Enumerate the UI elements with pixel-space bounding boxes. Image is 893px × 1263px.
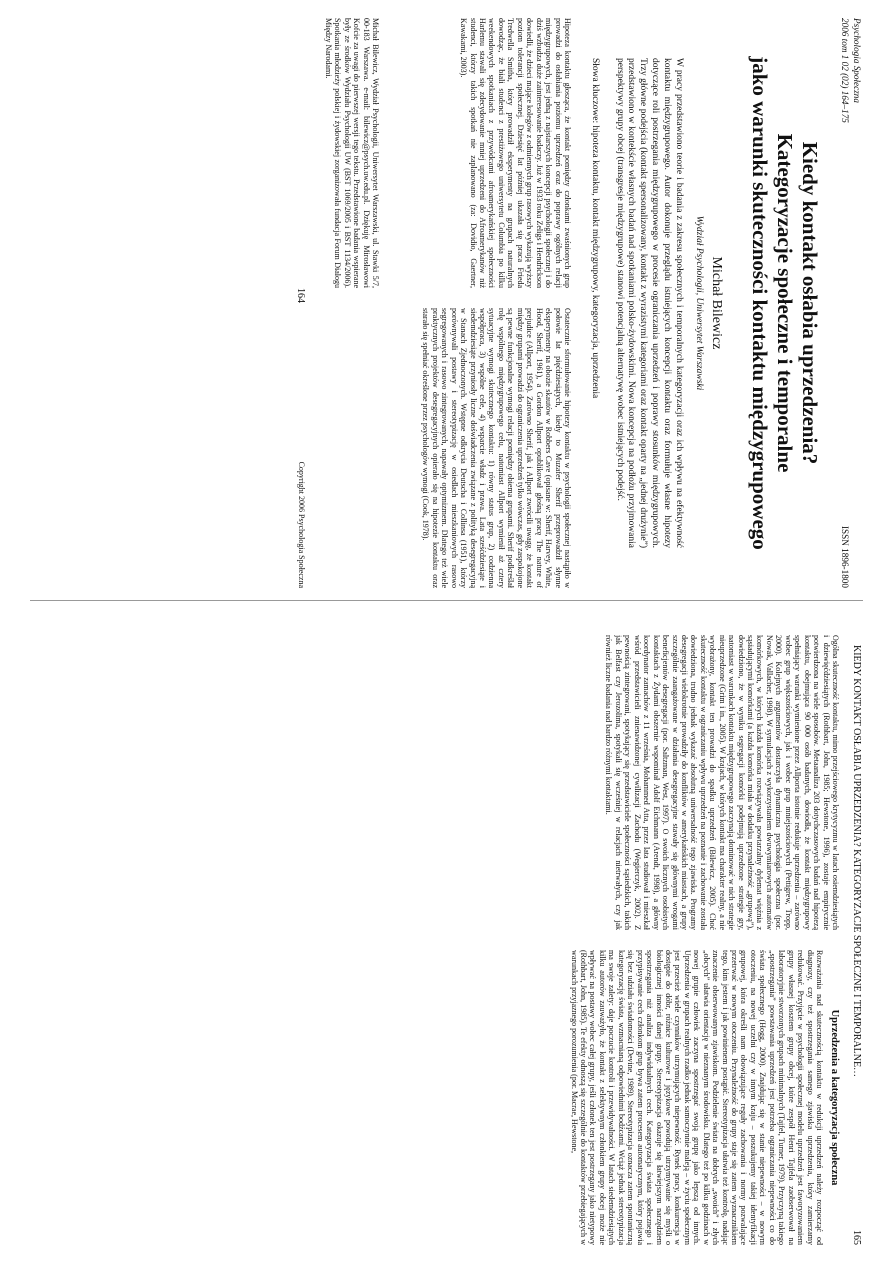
page-number-left: 164 — [295, 288, 306, 303]
running-head: KIEDY KONTAKT OSŁABIA UPRZEDZENIA? KATEGORYZACJE SPOŁECZNE I TEMPORALNE… — [851, 645, 862, 1078]
right-page — [32, 635, 862, 1245]
article-title — [746, 18, 822, 588]
body-column-2: Ostatecznie sformułowanie hipotezy kontaktu w psychologii społecznej nastąpiło w połowie lat pięćdziesiątych, kiedy to Muzafer Sherif przeprowadził słynne eksperymenty na obozie skautów w Robbers Cave (opisane w: Sherif, Harvey, White, Hood, Sherif, 1961), a Gordon Allport opublikował głośną pracę The nature of prejudice (Allport, 1954). Zarówno Sherif, jak i Allport zwrócili uwagę, że kontakt między grupami prowadzi do ograniczenia uprzedzeń tylko wówczas, gdy zaspokojone są pewne funkcjonalne wymogi relacji pomiędzy obiema grupami. Sherif podkreślał rolę wspólnego międzygrupowego celu, natomiast Allport wymienił aż cztery sytuacyjne wymogi skutecznego kontaktu: 1) równy status grup, 2) codzienna współpraca, 3) wspólne cele, 4) wsparcie władz i prawa. Lata sześćdziesiąte i siedemdziesiąte przyniosły liczne doświadczenia związane z polityką desegregacyjną w Stanach Zjednoczonych. Wstępne odkrycia Deutscha i Collinsa (1951), którzy porównywali postawy i stereotypizację w osiedlach mieszkaniowych rasowo segregowanych i rasowo zintegrowanych, napawały optymizmem. Dlatego też wiele praktycznych projektów desegregacyjnych opierało się na hipotezie kontaktu oraz starało się spełniać określone przez psychologów wymogi (Cook, 1978). — [421, 308, 572, 588]
journal-name: Psychologia Społeczna — [852, 18, 862, 103]
title-line-3: jako warunki skuteczności kontaktu międzygrupowego — [747, 56, 772, 550]
author-footnote: Michał Bilewicz, Wydział Psychologii, Uniwersytet Warszawski, ul. Stawki 5/7, 00-183 Warszawa. e-mail: bilewicz@psych.uw.edu.pl. Dziękuję Mirosławowi Kofcie za uwagi do pierwszej wersji tego tekstu. Przedstawione badania wspierane były ze środków Wydziału Psychologii UW (BST 1069/2005 i BST 1134/2006). Spotkania młodzieży polskiej i żydowskiej zorganizowała fundacja Forum Dialogu Między Narodami. — [323, 18, 380, 288]
author-name: Michał Bilewicz — [709, 256, 724, 350]
left-page — [32, 18, 862, 588]
page-number-right: 165 — [851, 1230, 862, 1245]
right-body-column-2: Rozważania nad skutecznością kontaktu w redukcji uprzedzeń należy rozpocząć od diagnozy, czy też spostrzegania samego zjawiska uprzedzenia, który zamierzamy redukować. Przyjęcie w psychologii społecznej modelu uprzedzeń jest faworyzowaniem grupy własnej kosztem grupy obcej, które zespół Henri Tajfela zaobserwował na laboratoryjnie stworzonych grupach minimalnych (Tajfel, Turner, 1979). Przyczyną takiego „spostrzegania” powstawania uprzedzeń jest potrzeba ograniczania niepewności co do świata społecznego (Hogg, 2000). Znajdując się w stanie niepewności – w nowym otoczeniu, na nowej uczelni czy w innym kraju – poszukujemy takiej identyfikacji grupowej, która określi nam obowiązujące reguły zachowania i normy pozwalające przetrwać w nowym otoczeniu. Przynależność do grupy staje się zatem wyznacznikiem tego, kim jestem i jak powinienem postąpić. Stereotypizacja ułatwia też kontrolę, nadając znaczenie obserwowanym zjawiskom. Podzielenie świata na dobrych „swoich” i złych „obcych” ułatwia orientację w nieznanym środowisku. Dlatego też po kilku godzinach w nowej grupie człowiek zaczyna spostrzegać swoją grupę jako lepszą od innych. Uprzedzenia w grupach realnych rzadko jednak samoczynnie maleją – w życiu społecznym jest przecież wiele czynników utrzymujących niepewność. Rynek pracy, konkurencja w dostępie do dóbr, różnice kulturowe i językowe powodują utrzymywanie się myśli o biologicznej inności danej grupy. Stereotypizacja okazuje się łatwiejszym narzędziem spostrzegania niż analiza indywidualnych cech. Kategoryzacja świata społecznego i przypisywanie cech członkom grup bywa zatem procesem automatycznym, który pojawia się bez udziału świadomości (Devine, 1989). Stereotypizacja oznacza zatem spontaniczną kategoryzację świata, wzmacnianą odpowiednimi bodźcami. Wciąż jednak stereotypizacja ma swoje zalety: daje poczucie kontroli i przewidywalności. W latach siedemdziesiątych kilku autorów zauważyło, że kontakt z selektywnym członkiem grupy obcej może nie wpływać na postawy wobec całej grupy, jeśli członek ten jest postrzegany jako nietypowy (Rothbart, John, 1985). Te efekty odnoszą się szczególnie do kontaktów przebiegających w warunkach przyjaznego porozumienia (por. Macrae, Hewstone, — [569, 950, 824, 1245]
journal-volume: 2006 tom 1 02 (02) 164–175 — [840, 18, 850, 123]
journal-header — [822, 18, 862, 588]
section-title: Uprzedzenia a kategoryzacja społeczna — [829, 1009, 840, 1186]
body-column-1: Hipoteza kontaktu głosząca, że kontakt pomiędzy członkami zwaśnionych grup prowadzi do osłabiania poziomu uprzedzeń oraz do poprawy ogólnych relacji międzygrupowych, jest jedną z najstarszych koncepcji psychologii społecznej i do dziś wzbudza duże zainteresowanie badaczy. Już w 1933 roku Zeligs i Hendrickson dowiedli, że dzieci mające kolegów z odmiennych grup rasowych wykazują wyższy poziom tolerancji społecznej. Dziesięć lat później ukazała się praca Frieda Tredwella Smitha, który prowadził eksperymenty na grupach naturalnych dowodząc, że biali studenci z prestiżowego uniwersytetu Columbia po kilku weekendowych spotkaniach z przywódcami afroamerykańskiej społeczności Harlemu stawali się zdecydowanie mniej uprzedzeni do Afroamerykanów niż studenci, którzy takich spotkań nie zaplanowano (za: Dovidio, Gaertner, Kawakami, 2003). — [459, 18, 572, 288]
copyright-notice: Copyright 2006 Psychologia Społeczna — [297, 461, 306, 588]
abstract: W pracy przedstawiono teorie i badania z zakresu społecznych i temporalnych kategoryzacji oraz ich wpływu na efektywność kontaktu międzygrupowego. Autor dokonuje przeglądu istniejących koncepcji kontaktu oraz formułuje własne hipotezy dotyczące roli postrzegania międzygrupowego w procesie ograniczania uprzedzeń i poprawy stosunków międzygrupowych. Trzy główne podejścia (kontakt spersonalizowany, kontakt z wyrazistymi kategoriami oraz kontakt oparty na „jednej drużynie”) przedstawiono w kontekście własnych badań nad spotkaniami polsko-żydowskimi. Nowa koncepcja na podłożu przyjmowania perspektywy grupy obcej (transgresje międzygrupowe) stanowi potencjalną alternatywę wobec istniejących podejść. — [614, 58, 684, 548]
title-line-2: Kategoryzacje społeczne i temporalne — [772, 133, 797, 473]
title-line-1: Kiedy kontakt osłabia uprzedzenia? — [798, 141, 822, 465]
right-body-column-1: Ogólna skuteczność kontaktu, mimo przejściowego krytycyzmu w latach osiemdziesiątych i dziewięćdziesiątych (Rothbart, John, 1985; Hewstone, 1996), zostaje empirycznie potwierdzona na wiele sposobów. Metaanaliza 203 dotychczasowych badań nad hipotezą kontaktu, obejmująca 90 000 osób badanych, dowiodła, że kontakt międzygrupowy spełniający warunki wymienione przez Allporta istotnie redukuje uprzedzenia – zarówno wobec grup większościowych, jak i wobec grup mniejszościowych (Pettigrew, Tropp, 2000). Kolejnych argumentów dostarczyła dynamiczna psychologia społeczna (por. Nowak, Vallacher, 1998). W symulacjach z wykorzystaniem dwuwymiarowych automatów komórkowych, w których każda komórka rozwiązywała powtarzalny dylemat więźnia z sąsiadującymi komórkami (a każda komórka miała w dodatku przynależność „grupową”), dowiedziono, że w wyniku segregacji komórki podejmują uprzedzone strategie gry, natomiast w warunkach kontaktu międzygrupowego zaczynają dominować w nich strategie nieuprzedzone (Grim i in., 2005). W krajach, w których kontakt ma charakter realny, a nie wyobrażony, kontakt ten prowadzi do spadku uprzedzeń (Bilewicz, 2005). Choć skuteczność kontaktu w ograniczaniu wpływu uprzedzeń na poznanie i zachowanie została dowiedziona, trudno jednak wykazać absolutną uniwersalność tego zjawiska. Programy desegregacji wielokrotnie prowadziły do konfliktów w amerykańskich miastach, a grupy szczególnie zaangażowane w działania desegregacyjne stawały się głównymi wrogami beneficjentów desegregacji (por. Saltzman, West, 1997). O swoich licznych osobistych kontaktach z Żydami obszernie wspominał Adolf Eichmann (Arendt, 1998), a główny koordynator zamachów z 11 września, Mohammed Atta, przez lata studiował i mieszkał wśród przedstawicieli znienawidzonej cywilizacji Zachodu (Wegierczyk, 2002). Z pewnością zintegrowani, spotykający się przedstawiciele społeczności sąsiedzkich, takich jak Belfast czy Jerozolima, spotykali się wcześniej w relacjach nietrwałych, czy jak również liczne badania nad bardzo różnymi kontaktami. — [604, 635, 840, 930]
author-affiliation: Wydział Psychologii, Uniwersytet Warszawski — [694, 215, 704, 391]
page-divider — [30, 600, 863, 601]
journal-issn: ISSN 1896-1800 — [840, 525, 850, 588]
keywords: Słowa kluczowe: hipoteza kontaktu, kontakt międzygrupowy, kategoryzacja, uprzedzenia — [590, 58, 600, 399]
